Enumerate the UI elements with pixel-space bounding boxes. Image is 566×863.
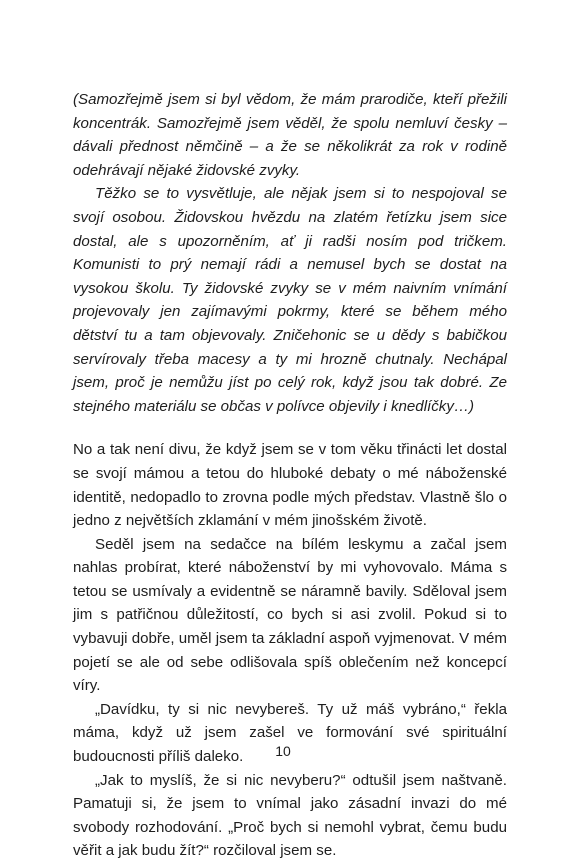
body-paragraph: „Davídku, ty si nic nevybereš. Ty už máš vybráno,“ řekla máma, když už jsem zašel ve formování své spirituální budoucnosti příliš daleko.: [73, 700, 507, 766]
section-gap: [73, 418, 507, 438]
body-paragraph: No a tak není divu, že když jsem se v tom věku třinácti let dostal se svojí mámou a tetou do hluboké debaty o mé náboženské identitě, nedopadlo to zrovna podle mých představ. Vlastně šlo o jedno z největších zklamání v mém jinošském životě.: [73, 441, 507, 530]
italic-paragraph: (Samozřejmě jsem si byl vědom, že mám prarodiče, kteří přežili koncentrák. Samozřejmě jsem věděl, že spolu nemluví česky – dávali přednost němčině – a že se několikrát za rok v rodině odehrávají nějaké židovské zvyky.: [73, 91, 507, 179]
body-paragraph: „Jak to myslíš, že si nic nevyberu?“ odtušil jsem naštvaně. Pamatuji si, že jsem to vnímal jako zásadní invazi do mé svobody rozhodování. „Proč bych si nemohl vybrat, čemu budu věřit a jak budu žít?“ rozčiloval jsem se.: [73, 771, 507, 860]
body-paragraph: Seděl jsem na sedačce na bílém leskymu a začal jsem nahlas probírat, které náboženství by mi vyhovovalo. Máma s tetou se usmívaly a evidentně se náramně bavily. Sděloval jsem jim s patřičnou důležitostí, co bych si asi zvolil. Pokud si to vybavuji dobře, uměl jsem ta základní aspoň vyjmenovat. V mém pojetí se ale od sebe odlišovala spíš oblečením než koncepcí víry.: [73, 535, 507, 695]
page-number: 10: [275, 743, 291, 759]
italic-paragraph: Těžko se to vysvětluje, ale nějak jsem si to nespojoval se svojí osobou. Židovskou hvězdu na zlatém řetízku jsem sice dostal, ale s upozorněním, ať ji radši nosím pod tričkem. Komunisti to prý nemají rádi a nemusel bych se dostat na vysokou školu. Ty židovské zvyky se v mém naivním vnímání projevovaly jen zajímavými pokrmy, které se během mého dětství tu a tam objevovaly. Zničehonic se u dědy s babičkou servírovaly třeba macesy a ty mi hrozně chutnaly. Nechápal jsem, proč je nemůžu jíst po celý rok, když jsou tak dobré. Ze stejného materiálu se občas v polívce objevily i knedlíčky…): [73, 185, 507, 415]
